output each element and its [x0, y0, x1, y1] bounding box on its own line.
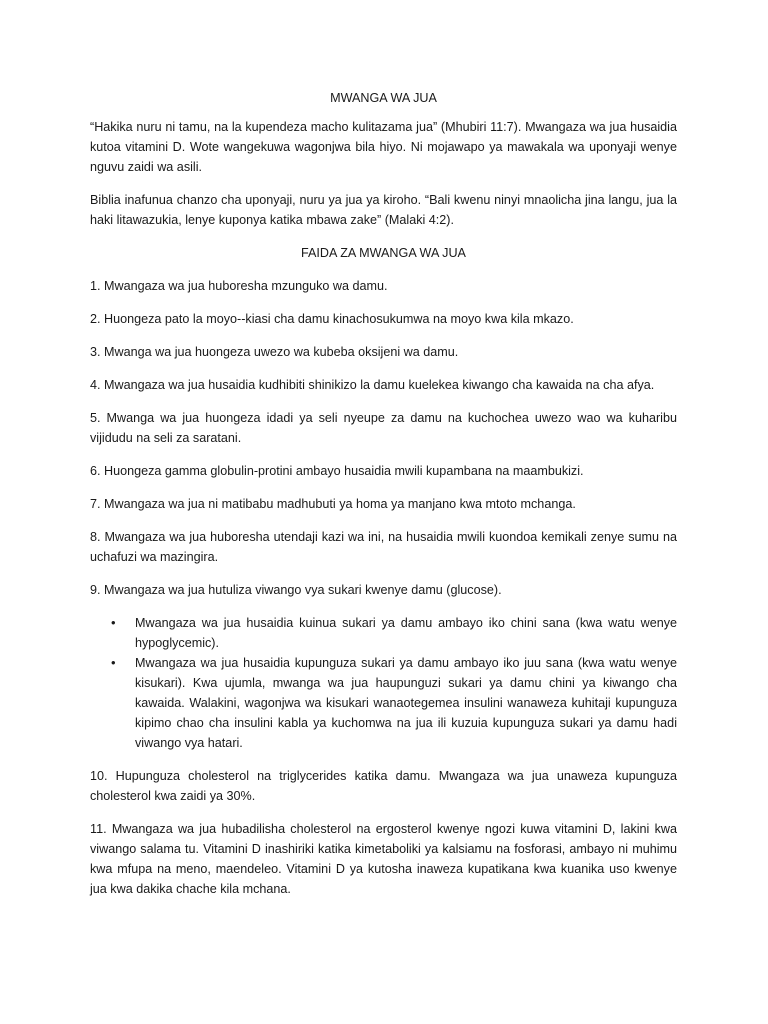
intro-paragraph: “Hakika nuru ni tamu, na la kupendeza macho kulitazama jua” (Mhubiri 11:7). Mwangaza wa jua husaidia kutoa vitamini D. Wote wangekuwa wagonjwa bila hiyo. Ni mojawapo ya mawakala wa uponyaji wenye nguvu zaidi wa asili.	[90, 120, 677, 174]
intro-paragraph: Biblia inafunua chanzo cha uponyaji, nuru ya jua ya kiroho. “Bali kwenu ninyi mnaolicha jina langu, jua la haki litawazukia, lenye kuponya katika mbawa zake” (Malaki 4:2).	[90, 193, 677, 227]
list-item: 7. Mwangaza wa jua ni matibabu madhubuti ya homa ya manjano kwa mtoto mchanga.	[90, 497, 576, 511]
section-heading: FAIDA ZA MWANGA WA JUA	[301, 246, 466, 260]
list-item: 3. Mwanga wa jua huongeza uwezo wa kubeba oksijeni wa damu.	[90, 345, 459, 359]
list-item: 5. Mwanga wa jua huongeza idadi ya seli nyeupe za damu na kuchochea uwezo wao wa kuharibu vijidudu na seli za saratani.	[90, 411, 677, 445]
list-item: 6. Huongeza gamma globulin-protini ambayo husaidia mwili kupambana na maambukizi.	[90, 464, 584, 478]
bullet-item	[90, 653, 677, 753]
list-item: 4. Mwangaza wa jua husaidia kudhibiti shinikizo la damu kuelekea kiwango cha kawaida na cha afya.	[90, 378, 655, 392]
list-item: 9. Mwangaza wa jua hutuliza viwango vya sukari kwenye damu (glucose).	[90, 583, 502, 597]
bullet-list	[90, 613, 677, 753]
bullet-item	[90, 613, 677, 653]
list-item: 11. Mwangaza wa jua hubadilisha cholesterol na ergosterol kwenye ngozi kuwa vitamini D, lakini kwa viwango salama tu. Vitamini D inashiriki katika kimetaboliki ya kalsiamu na fosforasi, ambayo ni muhimu kwa mfupa na meno, maendeleo. Vitamini D ya kutosha inaweza kupatikana kwa kuanika uso kwenye jua kwa dakika chache kila mchana.	[90, 822, 677, 896]
document-page	[90, 88, 677, 912]
list-item: 10. Hupunguza cholesterol na triglycerides katika damu. Mwangaza wa jua unaweza kupunguza cholesterol kwa zaidi ya 30%.	[90, 769, 677, 803]
list-item: 8. Mwangaza wa jua huboresha utendaji kazi wa ini, na husaidia mwili kuondoa kemikali zenye sumu na uchafuzi wa mazingira.	[90, 530, 677, 564]
bullet-text: Mwangaza wa jua husaidia kupunguza sukari ya damu ambayo iko juu sana (kwa watu wenye kisukari). Kwa ujumla, mwanga wa jua haupunguzi sukari ya damu chini ya kiwango cha kawaida. Walakini, wagonjwa wa kisukari wanaotegemea insulini wanaweza kuhitaji kupunguza kipimo chao cha insulini kabla ya kuchomwa na jua ili kuzuia kupunguza sukari ya damu hadi viwango vya hatari.	[135, 656, 677, 750]
list-item: 2. Huongeza pato la moyo--kiasi cha damu kinachosukumwa na moyo kwa kila mkazo.	[90, 312, 574, 326]
bullet-text: Mwangaza wa jua husaidia kuinua sukari ya damu ambayo iko chini sana (kwa watu wenye hypoglycemic).	[135, 616, 677, 650]
bullet-icon: •	[111, 655, 116, 670]
bullet-icon: •	[111, 615, 116, 630]
list-item: 1. Mwangaza wa jua huboresha mzunguko wa damu.	[90, 279, 388, 293]
document-title: MWANGA WA JUA	[330, 91, 437, 105]
